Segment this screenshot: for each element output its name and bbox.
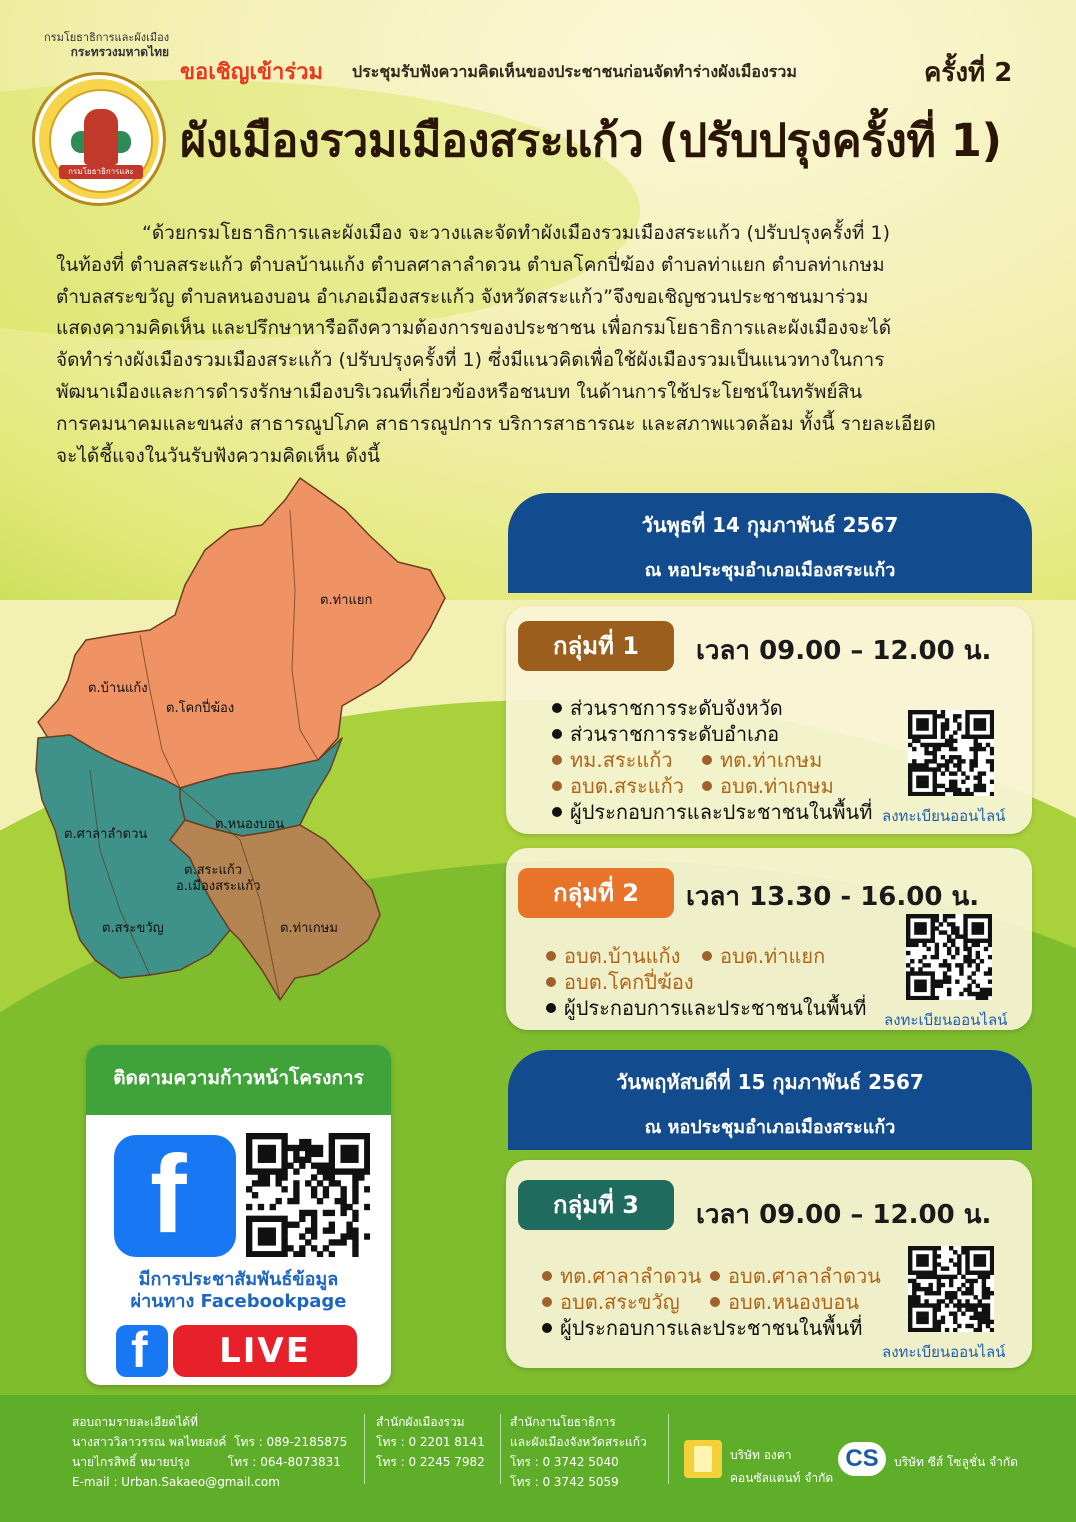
group3-item: ทต.ศาลาลำดวน: [542, 1260, 701, 1292]
group1-item: ผู้ประกอบการและประชาชนในพื้นที่: [552, 796, 872, 828]
intro-line: จะได้ชี้แจงในวันรับฟังความคิดเห็น ดังนี้: [56, 444, 380, 467]
office-phone: โทร : 0 3742 5059: [510, 1475, 619, 1489]
day2-date: วันพฤหัสบดีที่ 15 กุมภาพันธ์ 2567: [616, 1070, 924, 1094]
group3-time: เวลา 09.00 – 12.00 น.: [696, 1200, 992, 1230]
department-line: กรมโยธาธิการและผังเมือง: [44, 31, 170, 44]
group1-item: อบต.ท่าเกษม: [702, 770, 834, 802]
group2-item: ผู้ประกอบการและประชาชนในพื้นที่: [546, 992, 866, 1024]
facebook-qr-code[interactable]: [246, 1133, 370, 1257]
group1-register-link[interactable]: ลงทะเบียนออนไลน์: [882, 807, 1006, 825]
intro-paragraph: [56, 218, 1026, 472]
group1-item: ทม.สระแก้ว: [552, 744, 673, 776]
day1-date: วันพุธที่ 14 กุมภาพันธ์ 2567: [641, 513, 899, 537]
group2-item: อบต.บ้านแก้ง: [546, 940, 680, 972]
facebook-small-icon: f: [116, 1325, 168, 1377]
group3-item: ผู้ประกอบการและประชาชนในพื้นที่: [542, 1312, 862, 1344]
footer-divider: [364, 1414, 365, 1484]
day2-venue: ณ หอประชุมอำเภอเมืองสระแก้ว: [644, 1117, 896, 1138]
footer-office2: [510, 1412, 647, 1492]
company2-logo: CS: [838, 1442, 886, 1476]
group2-time: เวลา 13.30 - 16.00 น.: [686, 882, 980, 912]
contact-title: สอบถามรายละเอียดได้ที่: [72, 1415, 198, 1429]
contact-person: นางสาววิลาวรรณ พลไทยสงค์ โทร : 089-2185875: [72, 1435, 348, 1449]
department-logo: [32, 72, 166, 206]
region-orange: [38, 478, 445, 788]
group2-label: กลุ่มที่ 2: [518, 868, 674, 918]
facebook-text: มีการประชาสัมพันธ์ข้อมูล ผ่านทาง Facebookpage: [130, 1269, 347, 1312]
intro-line: การคมนาคมและขนส่ง สาธารณูปโภค สาธารณูปการ บริการสาธารณะ และสภาพแวดล้อม ทั้งนี้ รายละเอียด: [56, 412, 936, 435]
group2-item: อบต.ท่าแยก: [702, 940, 825, 972]
map-label-tha-kasem: ต.ท่าเกษม: [280, 921, 338, 936]
facebook-panel: [86, 1045, 391, 1385]
group2-card: [506, 848, 1032, 1030]
district-map: [0, 470, 500, 1030]
group3-item: อบต.หนองบอน: [710, 1286, 859, 1318]
office-title: และผังเมืองจังหวัดสระแก้ว: [510, 1435, 647, 1449]
footer-divider: [500, 1414, 501, 1484]
intro-line: ตำบลสระขวัญ ตำบลหนองบอน อำเภอเมืองสระแก้ว จังหวัดสระแก้ว”จึงขอเชิญชวนประชาชนมาร่วม: [56, 285, 869, 308]
office-title: สำนักงานโยธาธิการ: [510, 1415, 616, 1429]
day1-header: [508, 493, 1032, 593]
group3-label: กลุ่มที่ 3: [518, 1180, 674, 1230]
event-name: ประชุมรับฟังความคิดเห็นของประชาชนก่อนจัดทำร่างผังเมืองรวม: [352, 62, 797, 81]
facebook-heading: ติดตามความก้าวหน้าโครงการ: [86, 1045, 391, 1115]
company2-name: บริษัท ซีส์ โซลูชั่น จำกัด: [894, 1455, 1018, 1469]
group2-qr-code[interactable]: [906, 914, 992, 1000]
logo-text: กรมโยธาธิการและผังเมือง: [68, 167, 134, 190]
intro-line: พัฒนาเมืองและการดำรงรักษาเมืองบริเวณที่เกี่ยวข้องหรือชนบท ในด้านการใช้ประโยชน์ในทรัพย์สิน: [56, 380, 863, 403]
group1-qr-code[interactable]: [908, 710, 994, 796]
department-name: [44, 30, 169, 60]
group1-label: กลุ่มที่ 1: [518, 621, 674, 671]
intro-line: “ด้วยกรมโยธาธิการและผังเมือง จะวางและจัดทำผังเมืองรวมเมืองสระแก้ว (ปรับปรุงครั้งที่ 1): [142, 222, 890, 244]
group1-item: ส่วนราชการระดับจังหวัด: [552, 692, 783, 724]
intro-line: จัดทำร่างผังเมืองรวมเมืองสระแก้ว (ปรับปรุงครั้งที่ 1) ซึ่งมีแนวคิดเพื่อใช้ผังเมืองรวมเป็นแนวทางในการ: [56, 349, 885, 372]
office-title: สำนักผังเมืองรวม: [376, 1415, 465, 1429]
company1-logo: [684, 1440, 722, 1478]
map-label-nong-bon: ต.หนองบอน: [215, 817, 285, 832]
office-phone: โทร : 0 2245 7982: [376, 1455, 485, 1469]
contact-person: นายไกรสิทธิ์ หมายปรุง โทร : 064-8073831: [72, 1455, 341, 1469]
group3-register-link[interactable]: ลงทะเบียนออนไลน์: [882, 1343, 1006, 1361]
map-label-sa-kaeo: ต.สระแก้ว: [184, 863, 243, 878]
day2-header: [508, 1050, 1032, 1150]
footer-contact: [72, 1412, 347, 1492]
group3-item: อบต.สระขวัญ: [542, 1286, 680, 1318]
live-button[interactable]: LIVE: [173, 1325, 357, 1377]
footer-office1: [376, 1412, 485, 1472]
ministry-line: กระทรวงมหาดไทย: [70, 45, 170, 59]
office-phone: โทร : 0 3742 5040: [510, 1455, 619, 1469]
invite-text: ขอเชิญเข้าร่วม: [180, 60, 324, 85]
company1-name: บริษัท องคา คอนซัลแตนท์ จำกัด: [730, 1448, 834, 1485]
map-label-khok-pi-khong: ต.โคกปี่ฆ้อง: [166, 701, 235, 716]
group3-item: อบต.ศาลาลำดวน: [710, 1260, 881, 1292]
day1-venue: ณ หอประชุมอำเภอเมืองสระแก้ว: [644, 560, 896, 581]
map-label-sa-khwan: ต.สระขวัญ: [102, 921, 164, 936]
group2-item: อบต.โคกปี่ฆ้อง: [546, 966, 694, 998]
group3-card: [506, 1160, 1032, 1368]
intro-line: ในท้องที่ ตำบลสระแก้ว ตำบลบ้านแก้ง ตำบลศาลาลำดวน ตำบลโคกปี่ฆ้อง ตำบลท่าแยก ตำบลท่าเกษม: [56, 253, 885, 276]
footer-divider: [668, 1414, 669, 1484]
group3-qr-code[interactable]: [908, 1246, 994, 1332]
map-label-ban-kaeng: ต.บ้านแก้ง: [88, 681, 148, 696]
page-title: ผังเมืองรวมเมืองสระแก้ว (ปรับปรุงครั้งที่ 1): [180, 114, 1002, 167]
map-label-amphoe: อ.เมืองสระแก้ว: [176, 879, 261, 894]
round-number: ครั้งที่ 2: [924, 58, 1013, 88]
group1-item: อบต.สระแก้ว: [552, 770, 684, 802]
group1-card: [506, 606, 1032, 834]
office-phone: โทร : 0 2201 8141: [376, 1435, 485, 1449]
group2-register-link[interactable]: ลงทะเบียนออนไลน์: [884, 1011, 1008, 1029]
group1-time: เวลา 09.00 – 12.00 น.: [696, 636, 992, 666]
contact-email[interactable]: E-mail : Urban.Sakaeo@gmail.com: [72, 1475, 280, 1489]
group1-item: ส่วนราชการระดับอำเภอ: [552, 718, 779, 750]
facebook-icon[interactable]: f: [114, 1135, 236, 1257]
map-label-tha-yaek: ต.ท่าแยก: [320, 593, 373, 608]
group1-item: ทต.ท่าเกษม: [702, 744, 822, 776]
intro-line: แสดงความคิดเห็น และปรึกษาหารือถึงความต้องการของประชาชน เพื่อกรมโยธาธิการและผังเมืองจะได้: [56, 317, 892, 340]
map-label-sala-lamduan: ต.ศาลาลำดวน: [64, 827, 148, 842]
